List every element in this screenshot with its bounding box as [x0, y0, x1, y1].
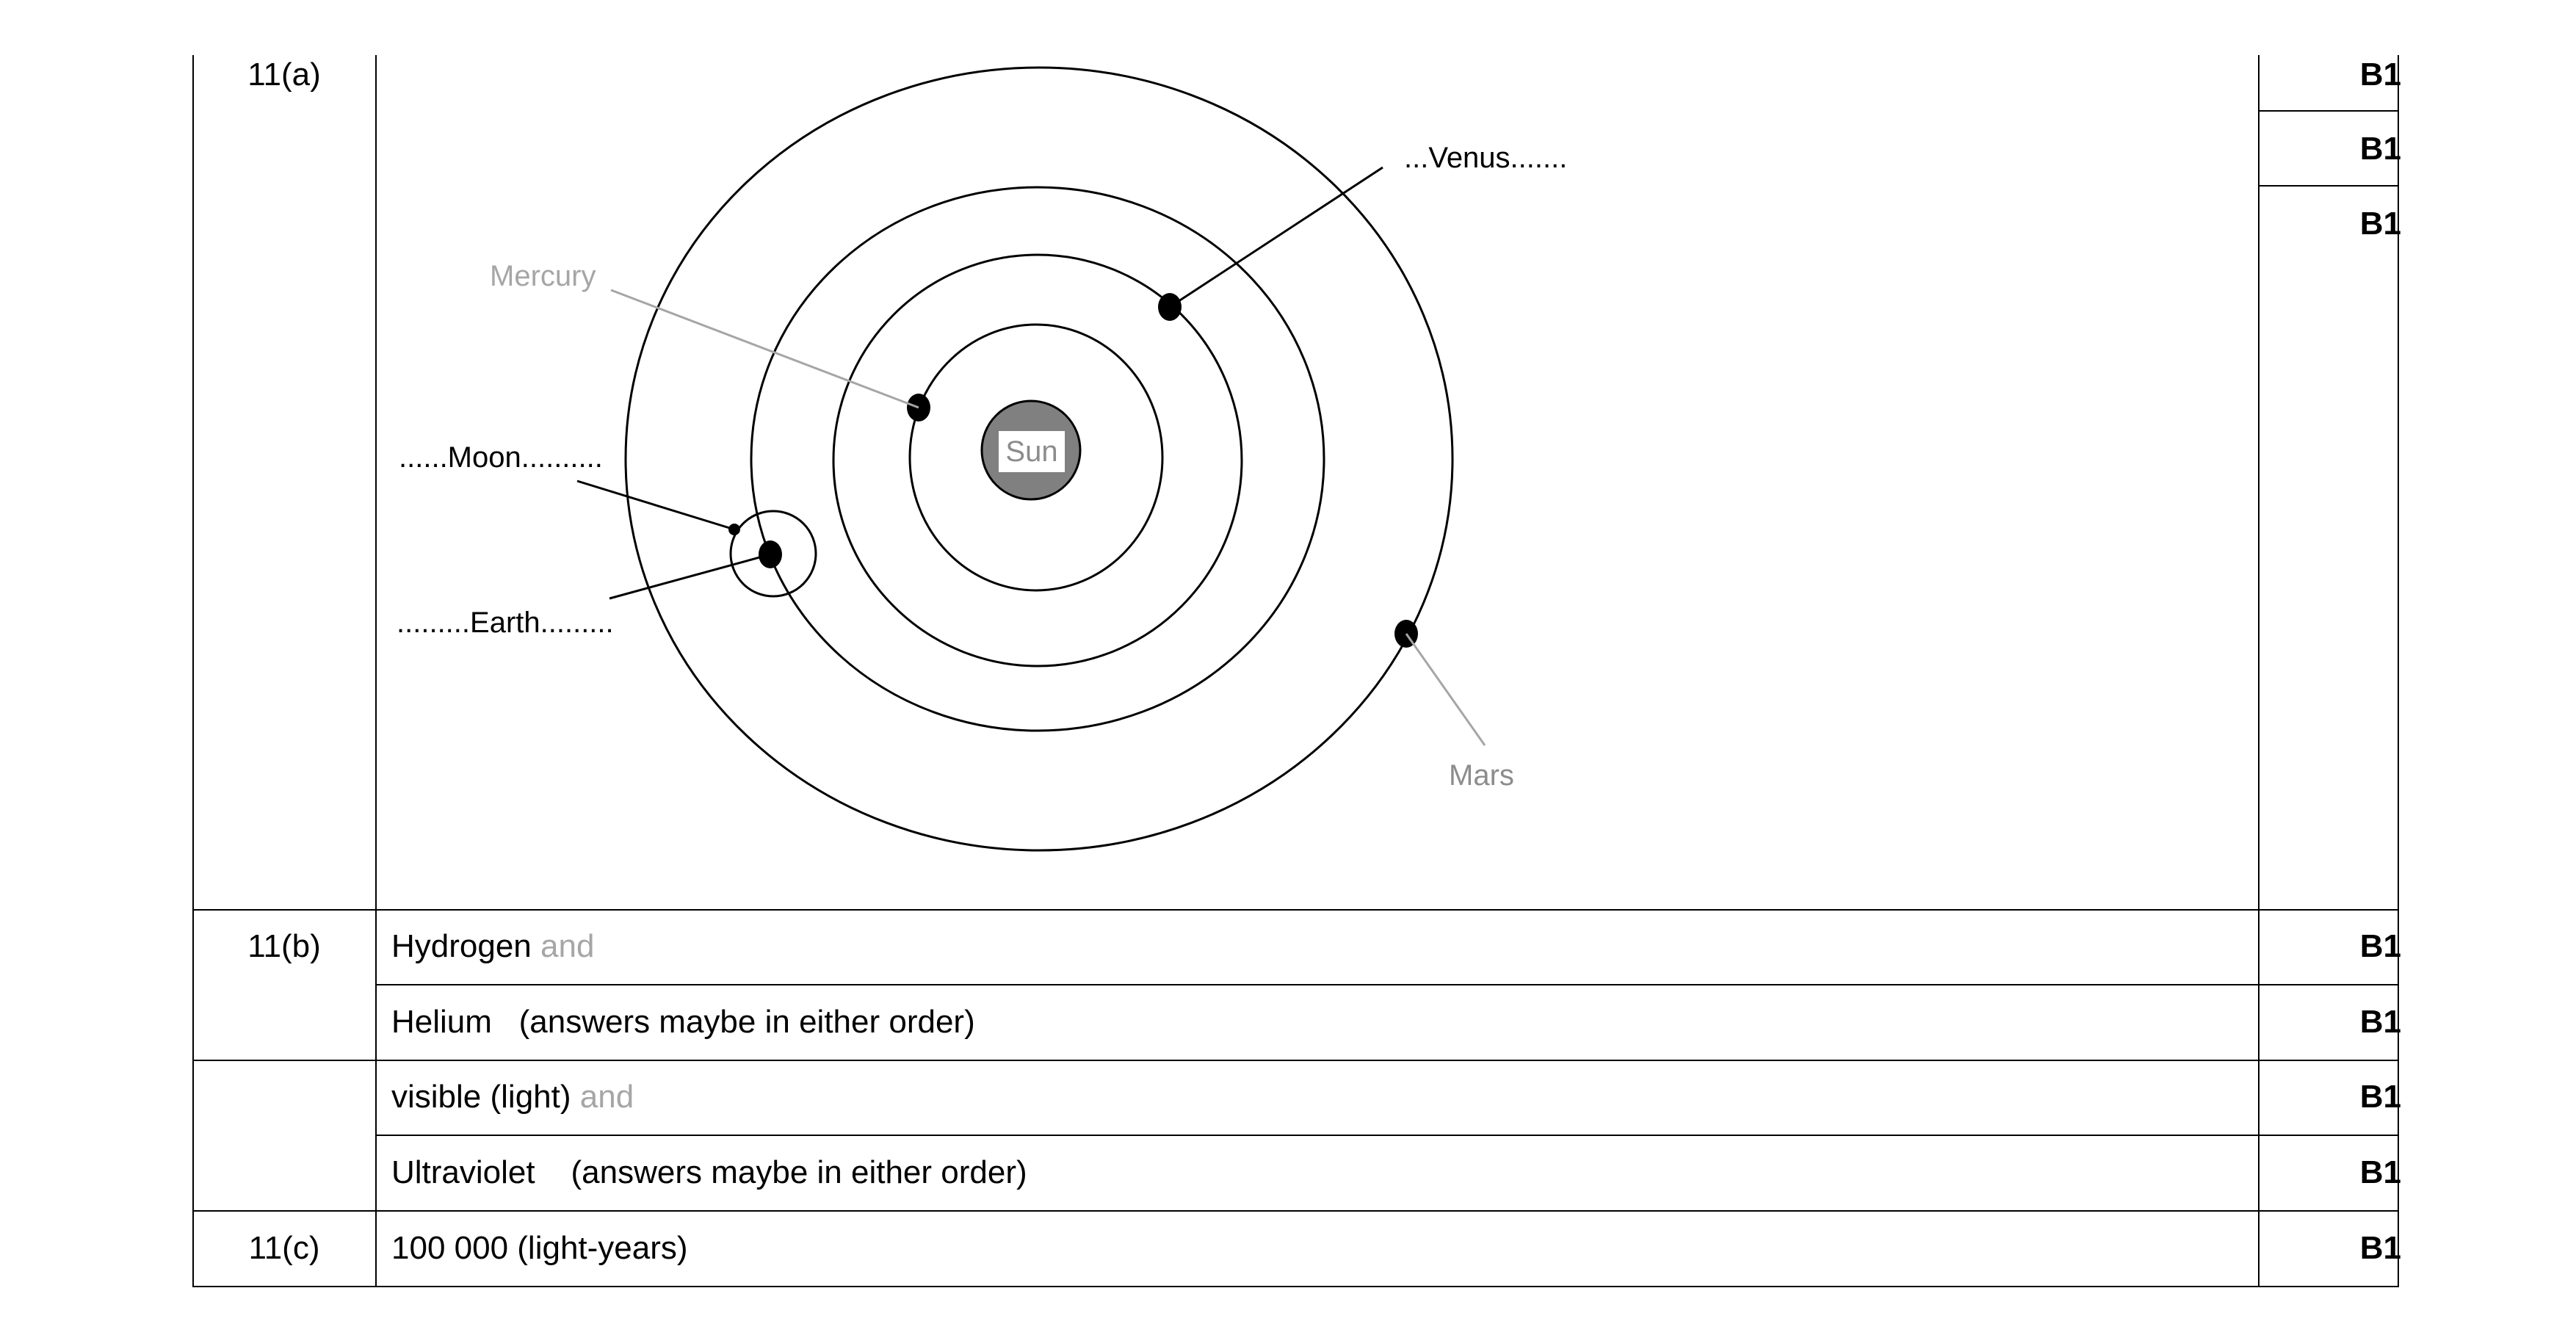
- answer-and-connector-2: and: [579, 1079, 634, 1115]
- sun-label: Sun: [1005, 435, 1058, 468]
- mark-11b-4: B1: [2359, 1154, 2401, 1190]
- answer-visible-light: visible (light): [391, 1079, 571, 1115]
- mercury-leader: [611, 290, 919, 408]
- moon-label: ......Moon..........: [399, 441, 603, 474]
- mark-11a-3: B1: [2359, 206, 2401, 242]
- answer-11b-line4: Ultraviolet (answers maybe in either order): [391, 1154, 1027, 1190]
- mark-11a-1: B1: [2359, 57, 2401, 93]
- earth-leader: [609, 554, 770, 598]
- answer-hydrogen: Hydrogen: [391, 928, 532, 964]
- mark-11b-2: B1: [2359, 1004, 2401, 1040]
- moon-leader: [577, 481, 734, 529]
- venus-label: ...Venus.......: [1404, 142, 1568, 174]
- answer-11b-line2: Helium (answers maybe in either order): [391, 1004, 975, 1040]
- mark-11c: B1: [2359, 1230, 2401, 1266]
- mark-11b-1: B1: [2359, 928, 2401, 964]
- answer-11b-line3: [391, 1078, 634, 1116]
- answer-and-connector-1: and: [540, 928, 595, 964]
- question-label-11a: 11(a): [247, 57, 321, 93]
- mercury-label: Mercury: [490, 260, 596, 292]
- answer-11b-line1: [391, 927, 594, 966]
- answer-11c: 100 000 (light-years): [391, 1230, 688, 1266]
- mark-11b-3: B1: [2359, 1079, 2401, 1115]
- earth-label: .........Earth.........: [397, 607, 614, 639]
- mars-label: Mars: [1449, 759, 1514, 792]
- question-label-11b: 11(b): [247, 928, 321, 964]
- question-label-11c: 11(c): [248, 1230, 320, 1266]
- mark-11a-2: B1: [2359, 131, 2401, 167]
- mars-leader: [1406, 634, 1485, 745]
